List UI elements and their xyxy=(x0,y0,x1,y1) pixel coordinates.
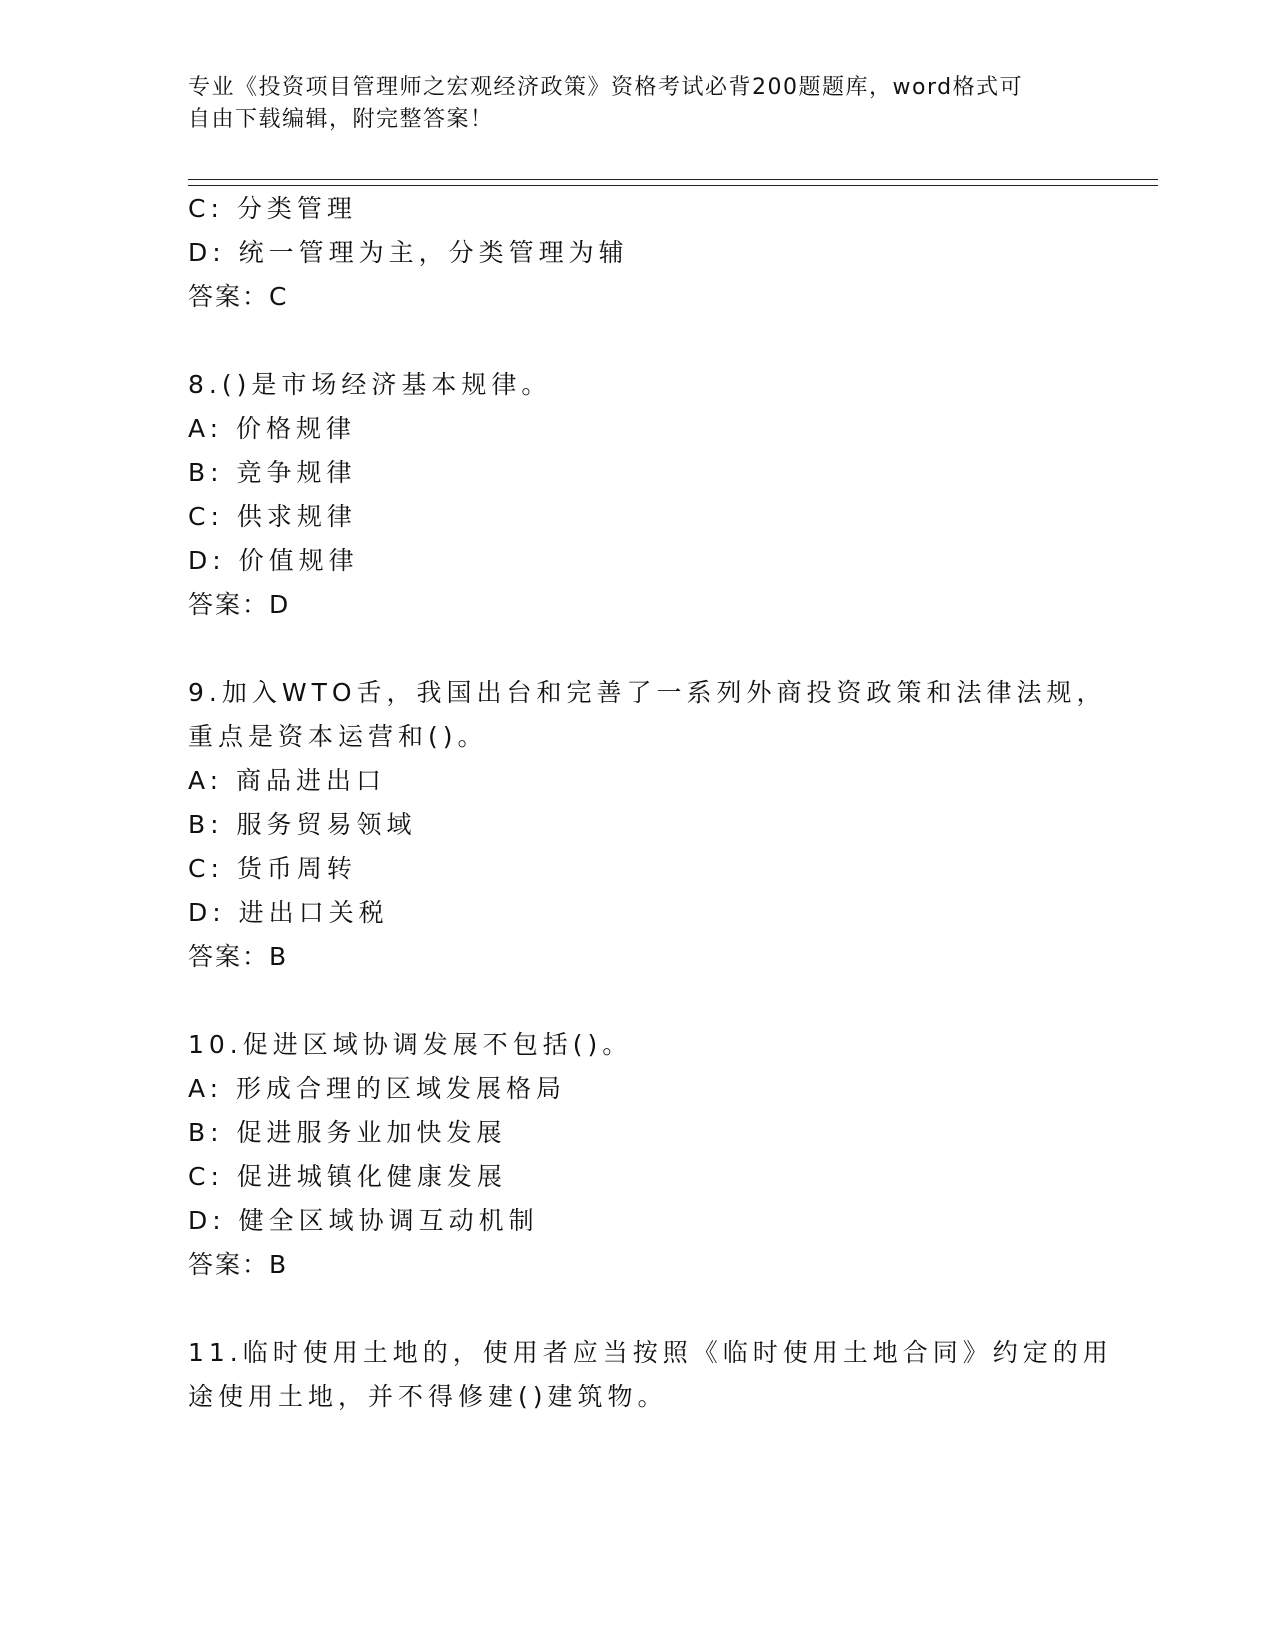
answer: 答案：B xyxy=(188,1250,289,1279)
option-a: A: 商品进出口 xyxy=(188,766,387,795)
answer: 答案：B xyxy=(188,942,289,971)
option-d: D: 统一管理为主，分类管理为辅 xyxy=(188,238,629,267)
option-a: A: 价格规律 xyxy=(188,414,357,443)
answer: 答案：C xyxy=(188,282,289,311)
option-b: B: 促进服务业加快发展 xyxy=(188,1118,507,1147)
answer: 答案：D xyxy=(188,590,291,619)
question-text: 8.()是市场经济基本规律。 xyxy=(188,370,552,399)
header-title-line-1: 专业《投资项目管理师之宏观经济政策》资格考试必背200题题库，word格式可 xyxy=(188,75,1024,100)
question-text-line-1: 9.加入WTO舌，我国出台和完善了一系列外商投资政策和法律法规， xyxy=(188,678,1107,707)
option-c: C: 货币周转 xyxy=(188,854,357,883)
option-b: B: 竞争规律 xyxy=(188,458,357,487)
option-b: B: 服务贸易领域 xyxy=(188,810,417,839)
header-title-line-2: 自由下载编辑，附完整答案！ xyxy=(188,107,494,132)
question-text: 10.促进区域协调发展不包括()。 xyxy=(188,1030,633,1059)
option-a: A: 形成合理的区域发展格局 xyxy=(188,1074,567,1103)
option-d: D: 健全区域协调互动机制 xyxy=(188,1206,539,1235)
header-divider-top xyxy=(188,179,1158,180)
question-text-line-2: 重点是资本运营和()。 xyxy=(188,722,488,751)
header-divider-bottom xyxy=(188,185,1158,186)
option-c: C: 供求规律 xyxy=(188,502,357,531)
option-d: D: 进出口关税 xyxy=(188,898,389,927)
document-header xyxy=(188,72,1068,136)
question-text-line-2: 途使用土地，并不得修建()建筑物。 xyxy=(188,1382,668,1411)
option-c: C: 分类管理 xyxy=(188,194,357,223)
option-d: D: 价值规律 xyxy=(188,546,359,575)
option-c: C: 促进城镇化健康发展 xyxy=(188,1162,507,1191)
question-text-line-1: 11.临时使用土地的，使用者应当按照《临时使用土地合同》约定的用 xyxy=(188,1338,1113,1367)
